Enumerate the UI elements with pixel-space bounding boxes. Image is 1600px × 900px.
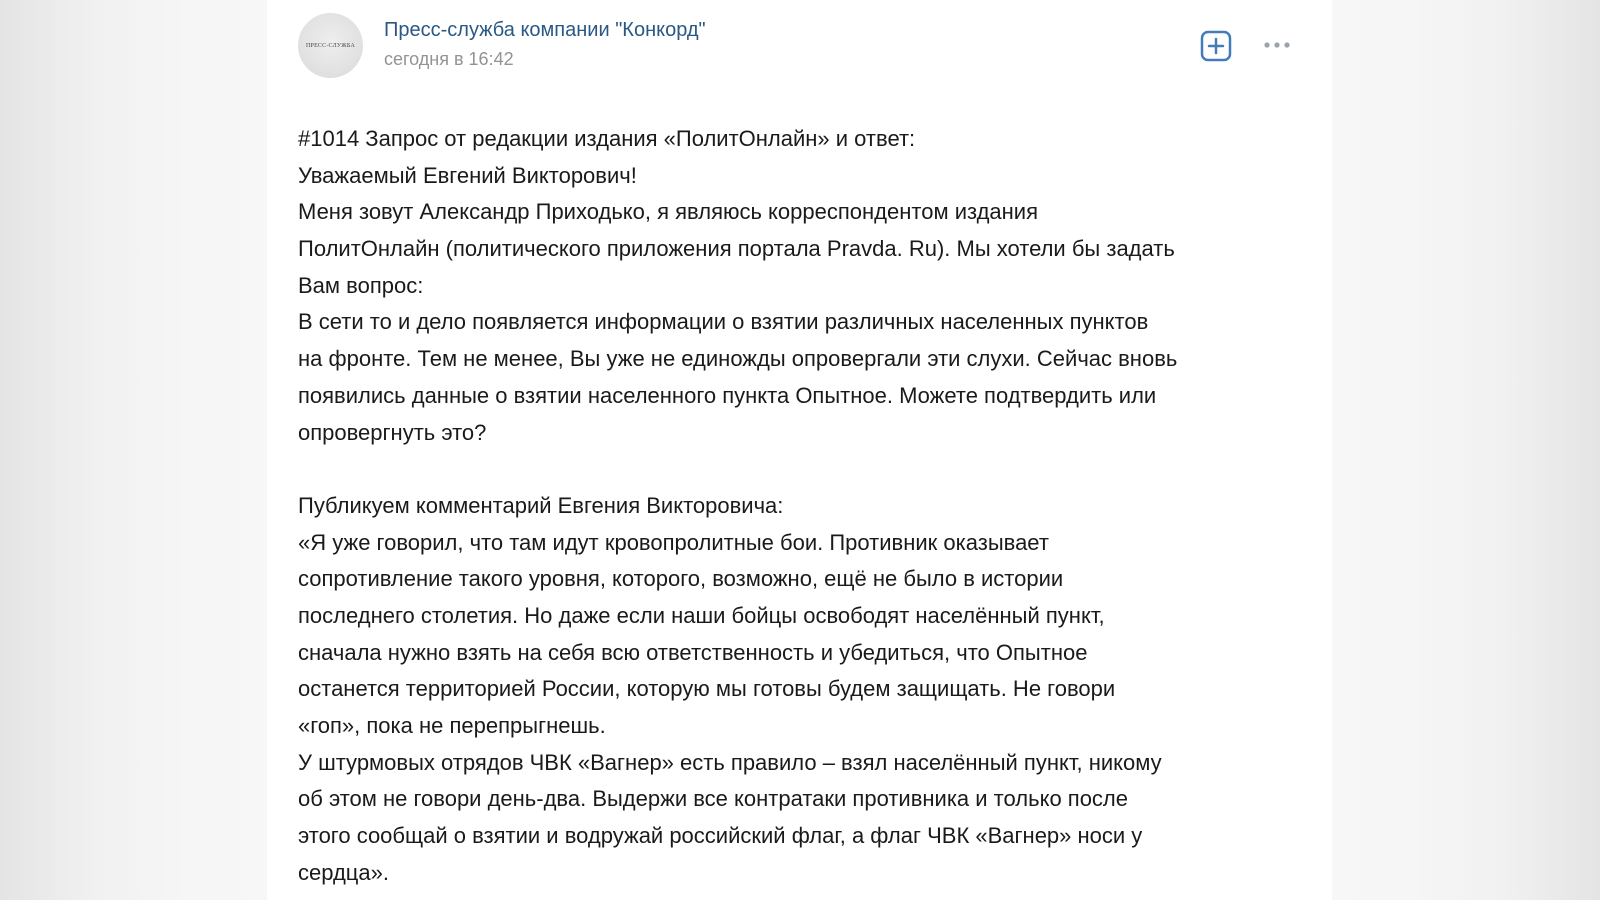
post-text-line: сначала нужно взять на себя всю ответственность и убедиться, что Опытное: [298, 639, 1088, 665]
avatar[interactable]: [298, 13, 363, 78]
avatar-label: ПРЕСС-СЛУЖБА: [306, 42, 355, 49]
add-post-button[interactable]: [1200, 30, 1232, 62]
plus-square-icon: [1200, 30, 1232, 62]
post-text-line: сопротивление такого уровня, которого, возможно, ещё не было в истории: [298, 566, 1064, 592]
post-text: [298, 121, 1308, 891]
post-text-line: последнего столетия. Но даже если наши бойцы освободят населённый пункт,: [298, 602, 1105, 628]
post-text-line: останется территорией России, которую мы готовы будем защищать. Не говори: [298, 676, 1116, 702]
post-text-line: Уважаемый Евгений Викторович!: [298, 162, 637, 188]
post-timestamp[interactable]: сегодня в 16:42: [384, 49, 514, 69]
post-text-line: ПолитОнлайн (политического приложения портала Pravda. Ru). Мы хотели бы задать: [298, 236, 1175, 262]
post-text-line: об этом не говори день-два. Выдержи все контратаки противника и только после: [298, 786, 1129, 812]
post-text-line: У штурмовых отрядов ЧВК «Вагнер» есть правило – взял населённый пункт, никому: [298, 749, 1162, 775]
post-text-line: Вам вопрос:: [298, 272, 424, 298]
post-text-line: Меня зовут Александр Приходько, я являюсь корреспондентом издания: [298, 199, 1039, 225]
post-author-link[interactable]: Пресс-служба компании "Конкорд": [384, 19, 706, 41]
post-text-line: #1014 Запрос от редакции издания «ПолитОнлайн» и ответ:: [298, 126, 916, 151]
post-text-line: сердца».: [298, 859, 389, 885]
post-text-line: появились данные о взятии населенного пункта Опытное. Можете подтвердить или: [298, 382, 1157, 408]
blank-line: [298, 451, 1308, 488]
more-options-button[interactable]: [1262, 35, 1292, 55]
post-text-line: этого сообщай о взятии и водружай российский флаг, а флаг ЧВК «Вагнер» носи у: [298, 823, 1143, 849]
post-text-line: «гоп», пока не перепрыгнешь.: [298, 713, 606, 738]
post-text-line: на фронте. Тем не менее, Вы уже не единожды опровергали эти слухи. Сейчас вновь: [298, 346, 1178, 372]
more-horizontal-icon: [1262, 35, 1292, 55]
post-text-line: опровергнуть это?: [298, 419, 487, 445]
post-text-line: В сети то и дело появляется информации о взятии различных населенных пунктов: [298, 309, 1149, 335]
post-text-line: Публикуем комментарий Евгения Викторовича:: [298, 492, 784, 518]
post-card: [267, 0, 1332, 900]
post-text-line: «Я уже говорил, что там идут кровопролитные бои. Противник оказывает: [298, 529, 1049, 555]
